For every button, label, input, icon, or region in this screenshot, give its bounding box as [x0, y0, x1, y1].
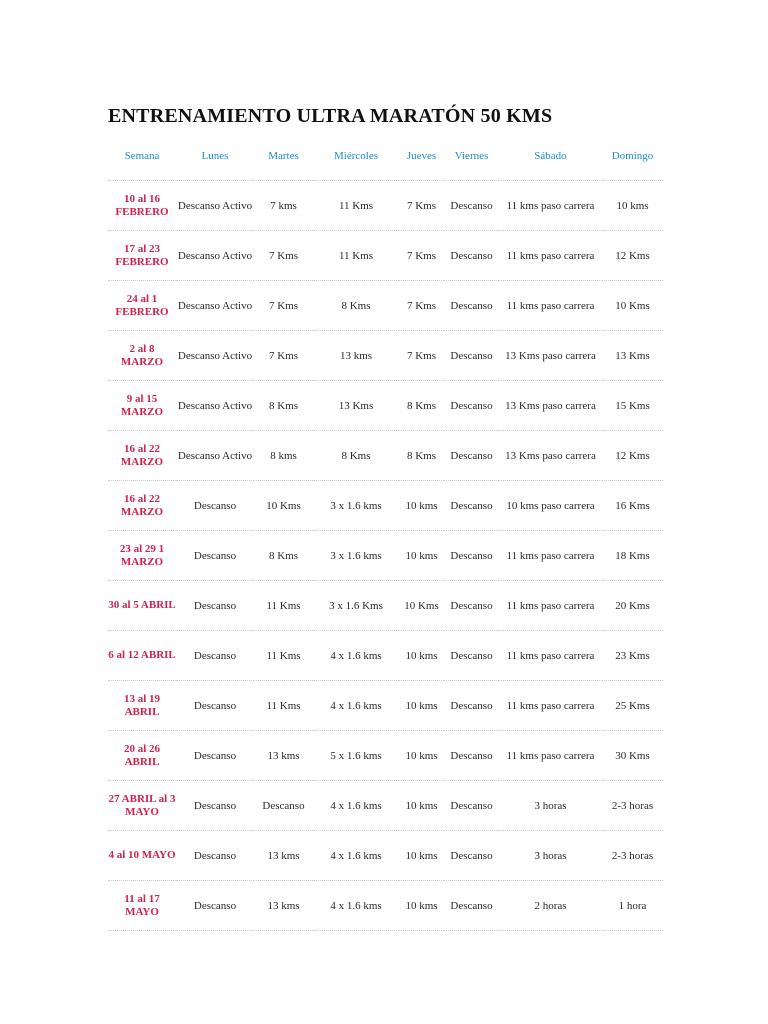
cell-jueves: 8 Kms	[399, 381, 444, 431]
cell-jueves: 10 kms	[399, 531, 444, 581]
column-header-lunes: Lunes	[176, 131, 254, 181]
cell-jueves: 10 kms	[399, 731, 444, 781]
cell-sabado: 11 kms paso carrera	[499, 581, 602, 631]
cell-miercoles: 11 Kms	[313, 231, 399, 281]
cell-sabado: 2 horas	[499, 881, 602, 931]
column-header-martes: Martes	[254, 131, 313, 181]
cell-domingo: 12 Kms	[602, 431, 663, 481]
cell-domingo: 25 Kms	[602, 681, 663, 731]
cell-viernes: Descanso	[444, 181, 499, 231]
cell-sabado: 11 kms paso carrera	[499, 631, 602, 681]
cell-domingo: 10 kms	[602, 181, 663, 231]
cell-jueves: 10 kms	[399, 481, 444, 531]
table-row	[108, 581, 663, 631]
cell-martes: 11 Kms	[254, 631, 313, 681]
cell-viernes: Descanso	[444, 381, 499, 431]
column-header-viernes: Viernes	[444, 131, 499, 181]
cell-domingo: 20 Kms	[602, 581, 663, 631]
cell-viernes: Descanso	[444, 631, 499, 681]
cell-sabado: 3 horas	[499, 781, 602, 831]
week-range-cell: 16 al 22 MARZO	[108, 431, 176, 481]
cell-sabado: 11 kms paso carrera	[499, 181, 602, 231]
cell-lunes: Descanso	[176, 681, 254, 731]
cell-lunes: Descanso	[176, 631, 254, 681]
cell-lunes: Descanso Activo	[176, 181, 254, 231]
cell-lunes: Descanso Activo	[176, 281, 254, 331]
cell-jueves: 10 kms	[399, 631, 444, 681]
column-header-jueves: Jueves	[399, 131, 444, 181]
cell-lunes: Descanso	[176, 531, 254, 581]
week-range-cell: 16 al 22 MARZO	[108, 481, 176, 531]
cell-jueves: 10 kms	[399, 881, 444, 931]
cell-martes: 8 Kms	[254, 381, 313, 431]
week-range-cell: 27 ABRIL al 3 MAYO	[108, 781, 176, 831]
cell-viernes: Descanso	[444, 781, 499, 831]
cell-sabado: 13 Kms paso carrera	[499, 381, 602, 431]
cell-jueves: 10 kms	[399, 681, 444, 731]
cell-domingo: 2-3 horas	[602, 831, 663, 881]
table-row	[108, 481, 663, 531]
training-schedule-table	[108, 131, 663, 931]
week-range-cell: 10 al 16 FEBRERO	[108, 181, 176, 231]
cell-viernes: Descanso	[444, 531, 499, 581]
cell-sabado: 10 kms paso carrera	[499, 481, 602, 531]
cell-jueves: 7 Kms	[399, 181, 444, 231]
page-title: ENTRENAMIENTO ULTRA MARATÓN 50 KMS	[108, 105, 553, 128]
table-row	[108, 881, 663, 931]
table-row	[108, 331, 663, 381]
cell-miercoles: 13 Kms	[313, 381, 399, 431]
cell-miercoles: 4 x 1.6 kms	[313, 681, 399, 731]
cell-martes: 7 Kms	[254, 281, 313, 331]
week-range-cell: 6 al 12 ABRIL	[108, 631, 176, 681]
cell-martes: 7 kms	[254, 181, 313, 231]
cell-martes: 7 Kms	[254, 331, 313, 381]
cell-jueves: 7 Kms	[399, 331, 444, 381]
cell-jueves: 10 Kms	[399, 581, 444, 631]
cell-miercoles: 8 Kms	[313, 281, 399, 331]
cell-miercoles: 5 x 1.6 kms	[313, 731, 399, 781]
week-range-cell: 2 al 8 MARZO	[108, 331, 176, 381]
cell-jueves: 10 kms	[399, 781, 444, 831]
cell-sabado: 11 kms paso carrera	[499, 231, 602, 281]
cell-martes: 8 Kms	[254, 531, 313, 581]
cell-miercoles: 4 x 1.6 kms	[313, 631, 399, 681]
cell-lunes: Descanso Activo	[176, 231, 254, 281]
cell-viernes: Descanso	[444, 731, 499, 781]
cell-domingo: 23 Kms	[602, 631, 663, 681]
week-range-cell: 23 al 29 1 MARZO	[108, 531, 176, 581]
table-body	[108, 181, 663, 931]
cell-lunes: Descanso	[176, 731, 254, 781]
week-range-cell: 13 al 19 ABRIL	[108, 681, 176, 731]
week-range-cell: 4 al 10 MAYO	[108, 831, 176, 881]
cell-viernes: Descanso	[444, 231, 499, 281]
cell-domingo: 16 Kms	[602, 481, 663, 531]
table-row	[108, 181, 663, 231]
table-header-row	[108, 131, 663, 181]
cell-lunes: Descanso	[176, 581, 254, 631]
cell-domingo: 10 Kms	[602, 281, 663, 331]
column-header-miercoles: Miércoles	[313, 131, 399, 181]
week-range-cell: 9 al 15 MARZO	[108, 381, 176, 431]
cell-miercoles: 4 x 1.6 kms	[313, 881, 399, 931]
cell-domingo: 1 hora	[602, 881, 663, 931]
cell-martes: 8 kms	[254, 431, 313, 481]
cell-miercoles: 11 Kms	[313, 181, 399, 231]
cell-sabado: 11 kms paso carrera	[499, 681, 602, 731]
cell-viernes: Descanso	[444, 831, 499, 881]
cell-viernes: Descanso	[444, 481, 499, 531]
cell-lunes: Descanso	[176, 481, 254, 531]
cell-miercoles: 4 x 1.6 kms	[313, 831, 399, 881]
cell-sabado: 11 kms paso carrera	[499, 731, 602, 781]
table-row	[108, 531, 663, 581]
cell-lunes: Descanso	[176, 831, 254, 881]
cell-domingo: 13 Kms	[602, 331, 663, 381]
cell-lunes: Descanso	[176, 881, 254, 931]
cell-martes: 7 Kms	[254, 231, 313, 281]
table-row	[108, 281, 663, 331]
cell-miercoles: 3 x 1.6 kms	[313, 531, 399, 581]
cell-domingo: 18 Kms	[602, 531, 663, 581]
table-row	[108, 381, 663, 431]
week-range-cell: 30 al 5 ABRIL	[108, 581, 176, 631]
cell-jueves: 8 Kms	[399, 431, 444, 481]
week-range-cell: 20 al 26 ABRIL	[108, 731, 176, 781]
cell-sabado: 13 Kms paso carrera	[499, 331, 602, 381]
column-header-sabado: Sábado	[499, 131, 602, 181]
cell-miercoles: 3 x 1.6 kms	[313, 481, 399, 531]
cell-viernes: Descanso	[444, 331, 499, 381]
cell-jueves: 7 Kms	[399, 281, 444, 331]
week-range-cell: 11 al 17 MAYO	[108, 881, 176, 931]
cell-sabado: 13 Kms paso carrera	[499, 431, 602, 481]
cell-domingo: 30 Kms	[602, 731, 663, 781]
table-row	[108, 431, 663, 481]
cell-miercoles: 8 Kms	[313, 431, 399, 481]
table-row	[108, 631, 663, 681]
cell-sabado: 11 kms paso carrera	[499, 281, 602, 331]
table-row	[108, 231, 663, 281]
cell-viernes: Descanso	[444, 431, 499, 481]
cell-domingo: 12 Kms	[602, 231, 663, 281]
cell-jueves: 7 Kms	[399, 231, 444, 281]
cell-viernes: Descanso	[444, 281, 499, 331]
cell-lunes: Descanso Activo	[176, 331, 254, 381]
table-row	[108, 681, 663, 731]
cell-sabado: 3 horas	[499, 831, 602, 881]
cell-martes: 13 kms	[254, 881, 313, 931]
cell-viernes: Descanso	[444, 681, 499, 731]
cell-viernes: Descanso	[444, 881, 499, 931]
cell-martes: 13 kms	[254, 831, 313, 881]
table-row	[108, 831, 663, 881]
cell-martes: 13 kms	[254, 731, 313, 781]
week-range-cell: 17 al 23 FEBRERO	[108, 231, 176, 281]
cell-sabado: 11 kms paso carrera	[499, 531, 602, 581]
cell-miercoles: 4 x 1.6 kms	[313, 781, 399, 831]
column-header-semana: Semana	[108, 131, 176, 181]
cell-miercoles: 13 kms	[313, 331, 399, 381]
cell-lunes: Descanso Activo	[176, 381, 254, 431]
cell-lunes: Descanso	[176, 781, 254, 831]
table-row	[108, 781, 663, 831]
cell-martes: Descanso	[254, 781, 313, 831]
cell-martes: 10 Kms	[254, 481, 313, 531]
week-range-cell: 24 al 1 FEBRERO	[108, 281, 176, 331]
cell-domingo: 2-3 horas	[602, 781, 663, 831]
cell-martes: 11 Kms	[254, 581, 313, 631]
cell-domingo: 15 Kms	[602, 381, 663, 431]
cell-jueves: 10 kms	[399, 831, 444, 881]
cell-viernes: Descanso	[444, 581, 499, 631]
column-header-domingo: Domingo	[602, 131, 663, 181]
table-row	[108, 731, 663, 781]
cell-martes: 11 Kms	[254, 681, 313, 731]
cell-lunes: Descanso Activo	[176, 431, 254, 481]
cell-miercoles: 3 x 1.6 Kms	[313, 581, 399, 631]
